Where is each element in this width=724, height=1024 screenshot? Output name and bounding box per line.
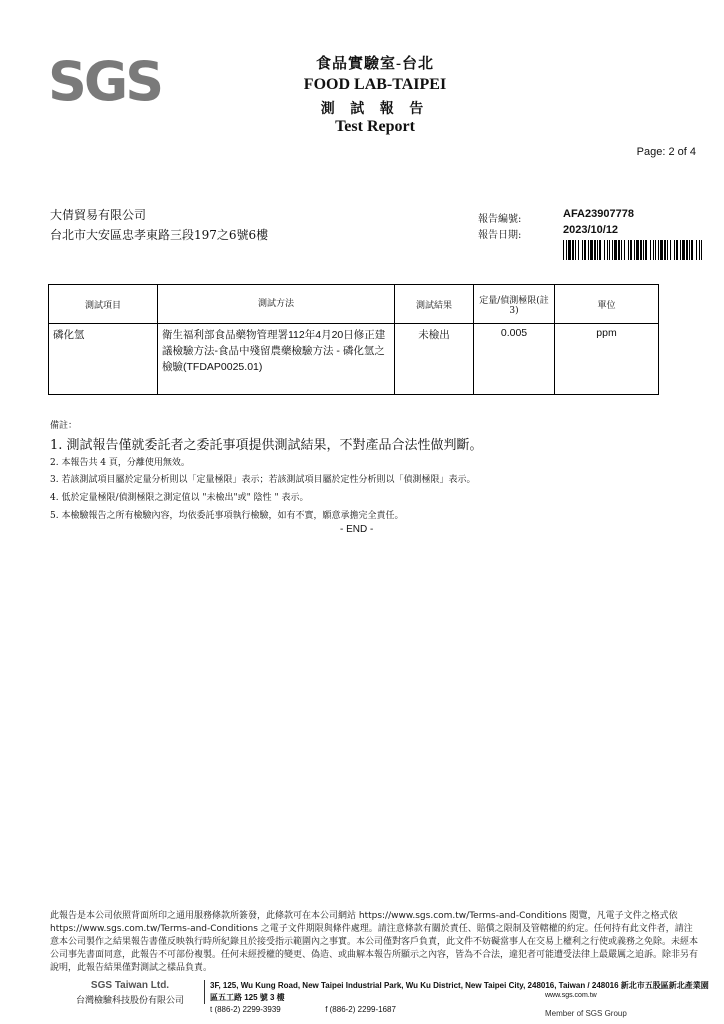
member-of-sgs: Member of SGS Group	[545, 1009, 627, 1018]
table-row	[49, 324, 659, 395]
client-name: 大倩貿易有限公司	[50, 208, 147, 222]
logo-text: SGS	[48, 50, 162, 113]
header-unit: 單位	[555, 285, 659, 324]
header-test-item: 測試項目	[49, 285, 158, 324]
footer-address-block	[210, 980, 710, 1016]
table-header-row	[49, 285, 659, 324]
cell-method: 衛生福利部食品藥物管理署112年4月20日修正建議檢驗方法-食品中殘留農藥檢驗方法 - 磷化氫之檢驗(TFDAP0025.01)	[158, 324, 395, 395]
report-date-value: 2023/10/12	[563, 224, 619, 236]
report-no-label: 報告編號:	[478, 214, 522, 225]
note-item: 3. 若該測試項目屬於定量分析則以「定量極限」表示；若該測試項目屬於定性分析則以「偵測極限」表示。	[50, 475, 476, 485]
note-item: 1. 測試報告僅就委託者之委託事項提供測試結果，不對產品合法性做判斷。	[50, 438, 483, 453]
cell-item: 磷化氫	[49, 324, 158, 395]
end-marker: - END -	[340, 524, 374, 535]
results-table	[48, 284, 659, 395]
cell-result: 未檢出	[395, 324, 474, 395]
company-fax: f (886-2) 2299-1687	[325, 1005, 396, 1014]
company-name-zh: 台灣檢驗科技股份有限公司	[75, 996, 184, 1006]
company-address: 3F, 125, Wu Kung Road, New Taipei Industrial Park, Wu Ku District, New Taipei City, 248016, Taiwan / 248016 新北市五股區新北產業園區五工路 125 號 3 樓	[210, 981, 709, 1002]
company-phone: t (886-2) 2299-3939	[210, 1005, 281, 1014]
sgs-logo	[48, 50, 162, 113]
header-test-result: 測試結果	[395, 285, 474, 324]
report-no-value: AFA23907778	[563, 208, 634, 220]
cell-unit: ppm	[555, 324, 659, 395]
client-address: 台北市大安區忠孝東路三段197之6號6樓	[50, 228, 269, 242]
cell-loq: 0.005	[474, 324, 555, 395]
disclaimer-text: 此報告是本公司依照背面所印之通用服務條款所簽發，此條款可在本公司網站 https://www.sgs.com.tw/Terms-and-Conditions 閱覽，凡電子文件之格式依 https://www.sgs.com.tw/Terms-and-Conditions 之電子文件期限與條件處理。請注意條款有關於責任、賠償之限制及管轄權的約定。任何持有此文件者，請注意本公司製作之結果報告書僅反映執行時所紀錄且於接受指示範圍內之事實。本公司僅對客戶負責，此文件不妨礙當事人在交易上權利之行使或義務之免除。未經本公司事先書面同意，此報告不可部份複製。任何未經授權的變更、偽造、或曲解本報告所顯示之內容，皆為不合法，違犯者可能遭受法律上最嚴厲之追訴。除非另有說明，此報告結果僅對測試之樣品負責。	[50, 911, 699, 973]
footer-divider	[204, 980, 205, 1004]
header-loq: 定量/偵測極限(註3)	[474, 285, 555, 324]
lab-title-en: FOOD LAB-TAIPEI	[303, 76, 447, 93]
lab-title-zh: 食品實驗室-台北	[316, 56, 434, 72]
note-item: 2. 本報告共 4 頁，分離使用無效。	[50, 458, 190, 468]
footer-company	[70, 980, 190, 1006]
page-number: Page: 2 of 4	[636, 146, 696, 158]
report-title-zh: 測 試 報 告	[320, 102, 430, 117]
barcode	[563, 240, 703, 260]
note-item: 5. 本檢驗報告之所有檢驗內容，均依委託事項執行檢驗，如有不實，願意承擔完全責任。	[50, 511, 404, 521]
note-item: 4. 低於定量極限/偵測極限之測定值以 "未檢出"或" 陰性 " 表示。	[50, 493, 309, 503]
notes-title: 備註：	[50, 421, 78, 431]
header-test-method: 測試方法	[158, 285, 395, 324]
company-name-en: SGS Taiwan Ltd.	[90, 980, 170, 991]
report-date-label: 報告日期:	[478, 230, 522, 241]
company-website: www.sgs.com.tw	[545, 992, 597, 999]
report-title-en: Test Report	[335, 118, 415, 135]
